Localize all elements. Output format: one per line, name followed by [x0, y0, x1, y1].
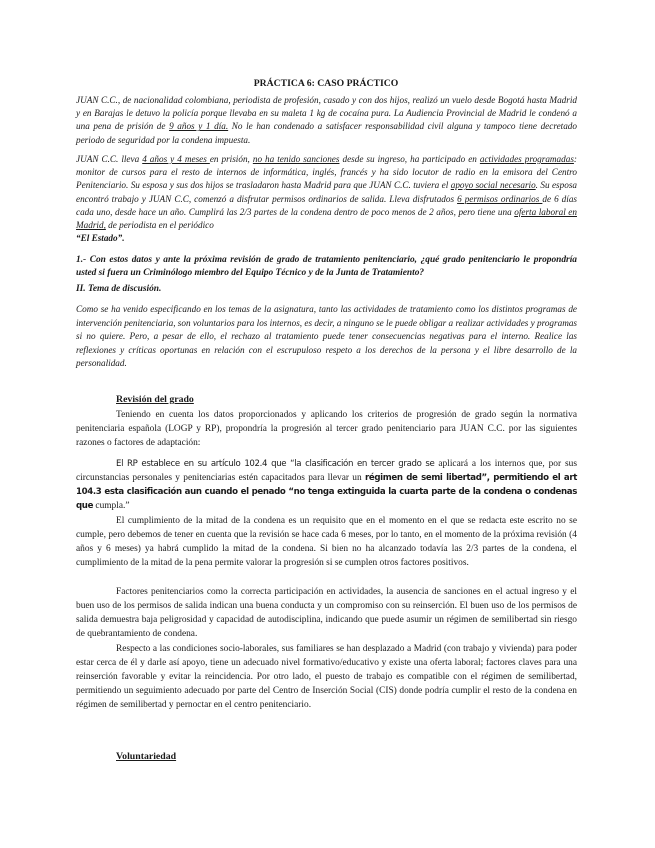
case-paragraph-2	[76, 153, 577, 245]
theme-title: II. Tema de discusión.	[76, 284, 162, 294]
case-text: de 6 días cada uno, desde hace un año. Cumplirá las 2/3 partes de la condena dentro de poco menos de 2 años, pero tiene una	[76, 193, 577, 217]
case-underlined: oferta laboral en Madrid,	[76, 206, 577, 231]
case-text: . Su esposa encontró trabajo y JUAN C.C, comenzó a disfrutar permisos ordinarios de salida. Lleva disfrutados	[76, 180, 577, 204]
revision-paragraph-1	[76, 408, 577, 450]
case-text: de periodista en el periódico	[105, 220, 214, 231]
newspaper-name: “El Estado”.	[76, 233, 125, 244]
section-heading-voluntariedad: Voluntariedad	[116, 751, 177, 762]
quote-text: aplicará a los internos que, por sus circunstancias personales y penitenciarias estén capacitados para llevar un	[76, 459, 577, 483]
quote-text: El RP establece en su artículo 102.4 que “la clasificación en tercer grado se	[116, 459, 435, 469]
case-underlined: actividades programadas	[479, 154, 574, 164]
case-underlined: apoyo social necesario	[450, 180, 536, 191]
revision-paragraph-4	[76, 642, 577, 712]
case-underlined: 9 años y 1 día.	[169, 121, 229, 132]
case-text: : monitor de cursos para el resto de internos de informática, inglés, francés y ha sido locutor de radio en la emisora del Centro Penitenciario. Su esposa y sus dos hijos se trasladaron hasta Madrid para que JUAN C.C. tuviera el	[76, 154, 577, 191]
case-paragraph-1	[76, 94, 577, 147]
case-text: JUAN C.C. lleva	[76, 154, 143, 164]
page-title: PRÁCTICA 6: CASO PRÁCTICO	[253, 78, 399, 89]
paragraph-text: Factores penitenciarios como la correcta participación en actividades, la ausencia de sanciones en el actual ingreso y el buen uso de los permisos de salida indican una buena conducta y un compromiso con su reinserción. El buen uso de los permisos de salida demuestra baja peligrosidad y capacidad de autodisciplina, indicando que puede asumir un régimen de semilibertad sin riesgo de quebrantamiento de condena.	[76, 587, 577, 639]
case-text: desde su ingreso, ha participado en	[339, 154, 480, 164]
paragraph-text: Respecto a las condiciones socio-laborales, sus familiares se han desplazado a Madrid (con trabajo y vivienda) para poder estar cerca de él y darle así apoyo, tiene un adecuado nivel formativo/educativo y existe una oferta laboral; factores claves para una reinserción favorable y evitar la reincidencia. Por otro lado, el puesto de trabajo es compatible con el régimen de semilibertad, permitiendo un seguimiento adecuado por parte del Centro de Inserción Social (CIS) donde podría cumplir el resto de la condena en régimen de semilibertad y pernoctar en el centro penitenciario.	[76, 644, 577, 710]
case-text: en prisión,	[209, 154, 253, 164]
theme-text: Como se ha venido especificando en los temas de la asignatura, tanto las actividades de tratamiento como los distintos programas de intervención penitenciaria, son voluntarios para los internos, es decir, a ninguno se le puede obligar a realizar actividades y programas si no quiere. Pero, a pesar de ello, el rechazo al tratamiento puede tener consecuencias negativas para el interno. Realice las reflexiones y críticas oportunas en relación con el escrupuloso respeto a los derechos de la persona y el libre desarrollo de la personalidad.	[76, 304, 578, 369]
case-text: JUAN C.C., de nacionalidad colombiana, periodista de profesión, casado y con dos hijos, realizó un vuelo desde Bogotá hasta Madrid y en Barajas le detuvo la policía porque llevaba en su maleta 1 kg de cocaína pura. La Audiencia Provincial de Madrid le condenó a una pena de prisión de	[76, 95, 577, 132]
case-underlined: 4 años y 4 meses	[142, 154, 210, 164]
case-underlined: no ha tenido sanciones	[252, 154, 340, 164]
paragraph-text: El cumplimiento de la mitad de la condena es un requisito que en el momento en el que se redacta este escrito no se cumple, pero debemos de tener en cuenta que la revisión se hace cada 6 meses, por lo tanto, en el momento de la próxima revisión (4 años y 6 meses) ya habrá cumplido la mitad de la condena. Si bien no ha alcanzado todavía las 2/3 partes de la condena, el cumplimiento de la mitad de la pena permite valorar la progresión si se cumplen otros factores positivos.	[76, 516, 577, 568]
revision-paragraph-2	[76, 514, 577, 570]
paragraph-text: Teniendo en cuenta los datos proporcionados y aplicando los criterios de progresión de grado según la normativa penitenciaria española (LOGP y RP), propondría la progresión al tercer grado penitenciario para JUAN C.C. por las siguientes razones o factores de adaptación:	[76, 410, 577, 448]
case-text: No le han condenado a satisfacer responsabilidad civil alguna y tampoco tiene decretado periodo de seguridad por la condena impuesta.	[76, 121, 577, 145]
case-underlined: 6 permisos ordinarios	[457, 193, 543, 204]
quote-text: cumpla.”	[93, 501, 130, 511]
revision-paragraph-3	[76, 585, 577, 641]
quote-text: régimen de semi libertad”, permitiendo el art 104.3 esta clasificación aun cuando el penado “no tenga extinguida la cuarta parte de la condena o condenas que	[76, 473, 578, 511]
legal-quote	[76, 457, 577, 513]
section-heading-revision: Revisión del grado	[116, 394, 194, 405]
question-text: 1.- Con estos datos y ante la próxima revisión de grado de tratamiento penitenciario, ¿qué grado penitenciario le propondría usted si fuera un Criminólogo miembro del Equipo Técnico y de la Junta de Tratamiento?	[76, 255, 577, 279]
